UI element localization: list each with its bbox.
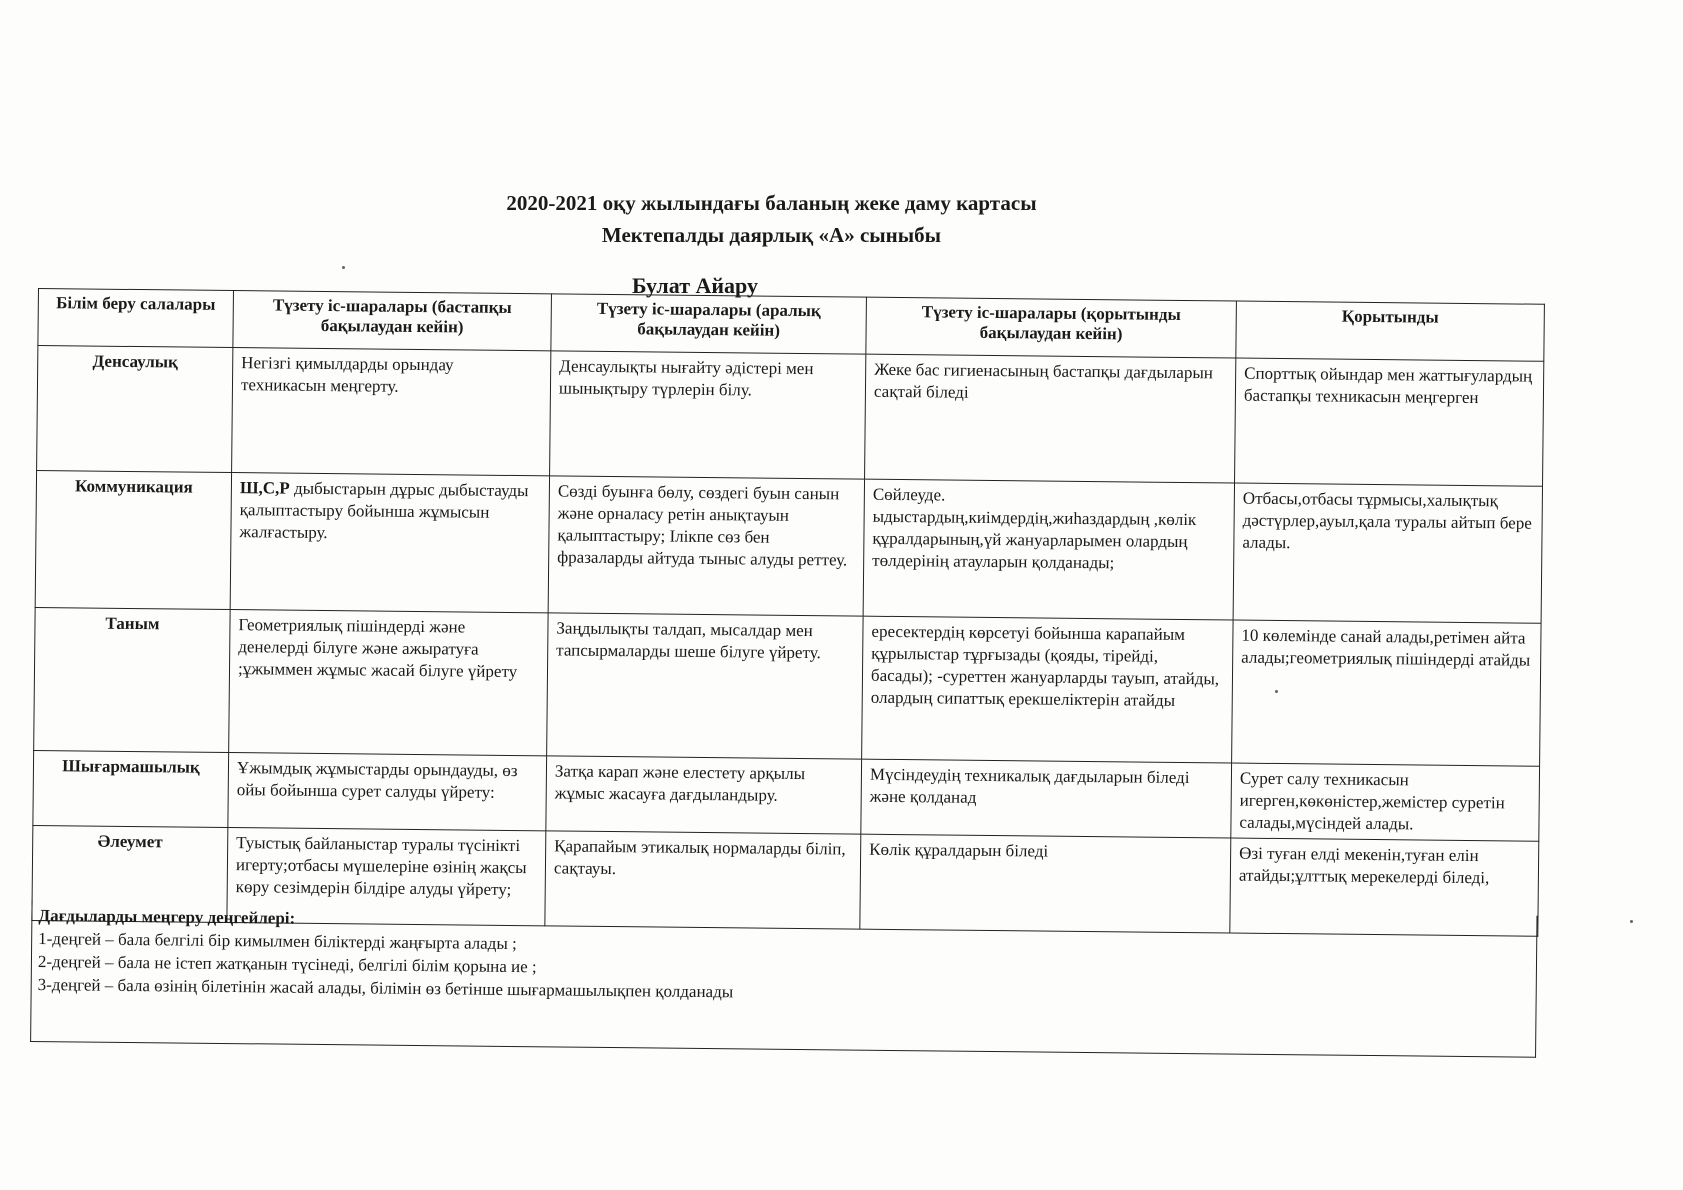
column-header-intermediate: Түзету іс-шаралары (аралық бақылаудан кейін) <box>551 294 867 354</box>
letters-bold: Ш,С,Р <box>239 478 290 498</box>
area-cell: Таным <box>34 607 230 752</box>
result-cell: Сурет салу техникасын игерген,көкөністер,жемістер суретін салады,мүсіндей алады. <box>1231 763 1540 841</box>
result-cell: 10 көлемінде санай алады,ретімен айта алады;геометриялық пішіндерді атайды <box>1232 620 1541 766</box>
initial-cell <box>230 473 549 613</box>
skill-levels-box <box>30 900 1537 1058</box>
initial-cell: Ұжымдық жұмыстарды орындауды, өз ойы бойынша сурет салуды үйрету: <box>228 753 547 831</box>
scan-speck <box>1275 690 1278 693</box>
result-cell: Отбасы,отбасы тұрмысы,халықтық дәстүрлер,ауыл,қала туралы айтып бере алады. <box>1233 483 1542 623</box>
intermediate-cell: Сөзді буынға бөлу, сөздегі буын санын және орналасу ретін анықтауын қалыптастыру; Ілікпе сөз бен фразаларды айтуда тыныс алуды реттеу. <box>548 476 864 616</box>
student-name: Булат Айару <box>631 273 759 298</box>
area-cell: Әлеумет <box>32 825 228 922</box>
scan-speck <box>342 266 345 269</box>
initial-cell: Геометриялық пішіндерді және денелерді білуге және ажыратуға ;ұжыммен жұмыс жасай білуге үйрету <box>229 610 548 756</box>
final-cell: Жеке бас гигиенасының бастапқы дағдыларын сақтай біледі <box>865 354 1236 483</box>
initial-cell: Негізгі қимылдарды орындау техникасын меңгерту. <box>232 348 551 476</box>
document-title: 2020-2021 оқу жылындағы баланың жеке даму картасы <box>506 191 1037 215</box>
result-cell: Өзі туған елді мекенін,туған елін атайды;ұлттық мерекелерді біледі, <box>1230 838 1539 936</box>
intermediate-cell: Денсаулықты нығайту әдістері мен шынықтыру түрлерін білу. <box>550 351 866 479</box>
area-cell: Денсаулық <box>37 346 233 473</box>
level-item: 1-деңгей – бала белгілі бір кимылмен біліктерді жаңғырта алады ; <box>38 929 517 954</box>
column-header-initial: Түзету іс-шаралары (бастапқы бақылаудан кейін) <box>233 291 552 351</box>
intermediate-cell: Заңдылықты талдап, мысалдар мен тапсырмаларды шеше білуге үйрету. <box>547 613 863 759</box>
table-row <box>37 346 1544 487</box>
development-table <box>31 288 1545 937</box>
intermediate-cell: Затқа карап және елестету арқылы жұмыс жасауға дағдыландыру. <box>546 756 862 834</box>
final-cell: ересектердің көрсетуі бойынша карапайым құрылыстар тұрғызады (қояды, тірейді, басады); -суреттен жануарларды тауып, атайды, олардың сипаттық ерекшеліктерін атайды <box>862 616 1233 763</box>
column-header-final: Түзету іс-шаралары (қорытынды бақылаудан кейін) <box>866 297 1237 358</box>
final-cell: Сөйлеуде. ыдыстардың,киімдердің,жиһаздардың ,көлік құралдарының,үй жануарларымен олардың төлдерінің атауларын қолданады; <box>863 479 1234 620</box>
area-cell: Шығармашылық <box>33 750 229 827</box>
initial-cell: Туыстық байланыстар туралы түсінікті игерту;отбасы мүшелеріне өзінің жақсы көру сезімдерін білдіре алуды үйрету; <box>227 828 546 926</box>
final-cell: Мүсіндеудің техникалық дағдыларын біледі және қолданад <box>861 759 1232 838</box>
level-item: 2-деңгей – бала не істеп жатқанын түсінеді, белгілі білім қорына ие ; <box>37 952 537 977</box>
column-header-area: Білім беру салалары <box>38 289 234 348</box>
table-row <box>35 470 1542 623</box>
final-cell: Көлік құралдарын біледі <box>860 834 1231 933</box>
document-subtitle: Мектепалды даярлық «А» сыныбы <box>601 223 942 247</box>
development-card <box>30 288 1544 1058</box>
intermediate-cell: Қарапайым этикалық нормаларды біліп, сақтауы. <box>545 831 861 929</box>
result-cell: Спорттық ойындар мен жаттығулардың бастапқы техникасын меңгерген <box>1235 358 1544 486</box>
levels-title: Дағдыларды меңгеру деңгейлері: <box>38 906 296 928</box>
scan-speck <box>1630 920 1633 923</box>
initial-text: дыбыстарын дұрыс дыбыстауды қалыптастыру бойынша жұмысын жалғастыру. <box>239 478 529 543</box>
level-item: 3-деңгей – бала өзінің білетінін жасай алады, білімін өз бетінше шығармашылықпен қолданады <box>37 975 734 1002</box>
column-header-result: Қорытынды <box>1236 301 1545 361</box>
area-cell: Коммуникация <box>35 470 231 609</box>
table-row <box>34 607 1541 766</box>
